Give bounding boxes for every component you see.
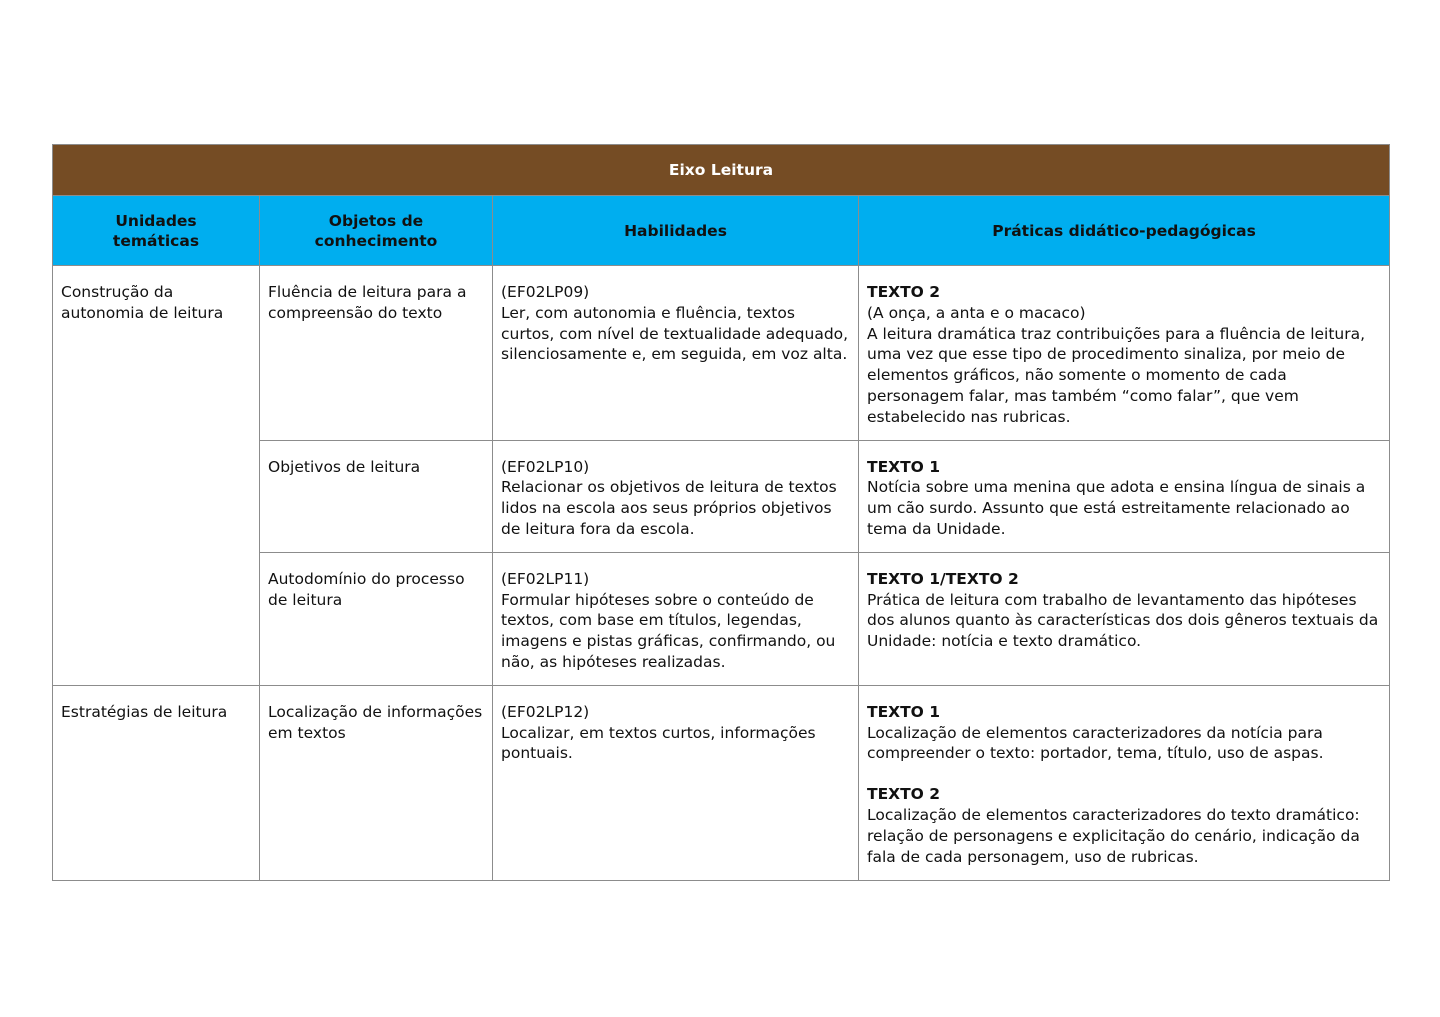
curriculum-table	[52, 144, 1390, 881]
pratica-label: TEXTO 1	[867, 457, 941, 476]
objeto-text: Objetivos de leitura	[268, 457, 421, 476]
praticas-cell	[859, 266, 1390, 441]
pratica-line: (A onça, a anta e o macaco)	[867, 303, 1086, 322]
objeto-cell	[260, 440, 493, 552]
unidade-cell	[53, 266, 260, 686]
praticas-cell	[859, 685, 1390, 880]
pratica-label: TEXTO 1	[867, 702, 941, 721]
header-praticas: Práticas didático-pedagógicas	[859, 196, 1390, 266]
pratica-line: Localização de elementos caracterizadores do texto dramático: relação de personagens e explicitação do cenário, indicação da fala de cada personagem, uso de rubricas.	[867, 805, 1360, 866]
pratica-label: TEXTO 2	[867, 785, 941, 804]
pratica-line: A leitura dramática traz contribuições para a fluência de leitura, uma vez que esse tipo de procedimento sinaliza, por meio de elementos gráficos, não somente o momento de cada personagem falar, mas também “como falar”, que vem estabelecido nas rubricas.	[867, 324, 1366, 426]
paragraph-spacer	[867, 764, 1381, 784]
header-objetos-de-conhecimento: Objetos de conhecimento	[260, 196, 493, 266]
pratica-line: Notícia sobre uma menina que adota e ensina língua de sinais a um cão surdo. Assunto que está estreitamente relacionado ao tema da Unidade.	[867, 478, 1366, 538]
header-unidades-tematicas: Unidades temáticas	[53, 196, 260, 266]
pratica-label: TEXTO 2	[867, 283, 941, 301]
habilidade-text: Relacionar os objetivos de leitura de textos lidos na escola aos seus próprios objetivos de leitura fora da escola.	[501, 478, 837, 538]
objeto-text: Localização de informações em textos	[268, 702, 483, 742]
objeto-cell	[260, 266, 493, 441]
habilidade-code: (EF02LP12)	[501, 702, 590, 721]
objeto-text: Fluência de leitura para a compreensão do texto	[268, 283, 467, 322]
habilidade-text: Ler, com autonomia e fluência, textos curtos, com nível de textualidade adequado, silenciosamente e, em seguida, em voz alta.	[501, 303, 849, 364]
header-habilidades: Habilidades	[493, 196, 859, 266]
unidade-text: Estratégias de leitura	[61, 702, 228, 721]
unidade-text: Construção da autonomia de leitura	[61, 283, 224, 322]
habilidade-cell	[493, 552, 859, 685]
habilidade-cell	[493, 266, 859, 441]
habilidade-cell	[493, 685, 859, 880]
habilidade-text: Formular hipóteses sobre o conteúdo de textos, com base em títulos, legendas, imagens e pistas gráficas, confirmando, ou não, as hipóteses realizadas.	[501, 590, 836, 671]
table-row	[53, 685, 1390, 880]
habilidade-cell	[493, 440, 859, 552]
table-title: Eixo Leitura	[53, 145, 1390, 196]
praticas-cell	[859, 552, 1390, 685]
habilidade-code: (EF02LP11)	[501, 569, 590, 588]
table-row	[53, 266, 1390, 441]
objeto-cell	[260, 685, 493, 880]
objeto-text: Autodomínio do processo de leitura	[268, 569, 465, 609]
pratica-line: Prática de leitura com trabalho de levantamento das hipóteses dos alunos quanto às características dos dois gêneros textuais da Unidade: notícia e texto dramático.	[867, 590, 1379, 651]
praticas-cell	[859, 440, 1390, 552]
habilidade-code: (EF02LP10)	[501, 457, 590, 476]
pratica-label: TEXTO 1/TEXTO 2	[867, 569, 1019, 588]
unidade-cell	[53, 685, 260, 880]
habilidade-text: Localizar, em textos curtos, informações pontuais.	[501, 723, 816, 763]
pratica-line: Localização de elementos caracterizadores da notícia para compreender o texto: portador, tema, título, uso de aspas.	[867, 723, 1324, 763]
objeto-cell	[260, 552, 493, 685]
habilidade-code: (EF02LP09)	[501, 283, 590, 301]
